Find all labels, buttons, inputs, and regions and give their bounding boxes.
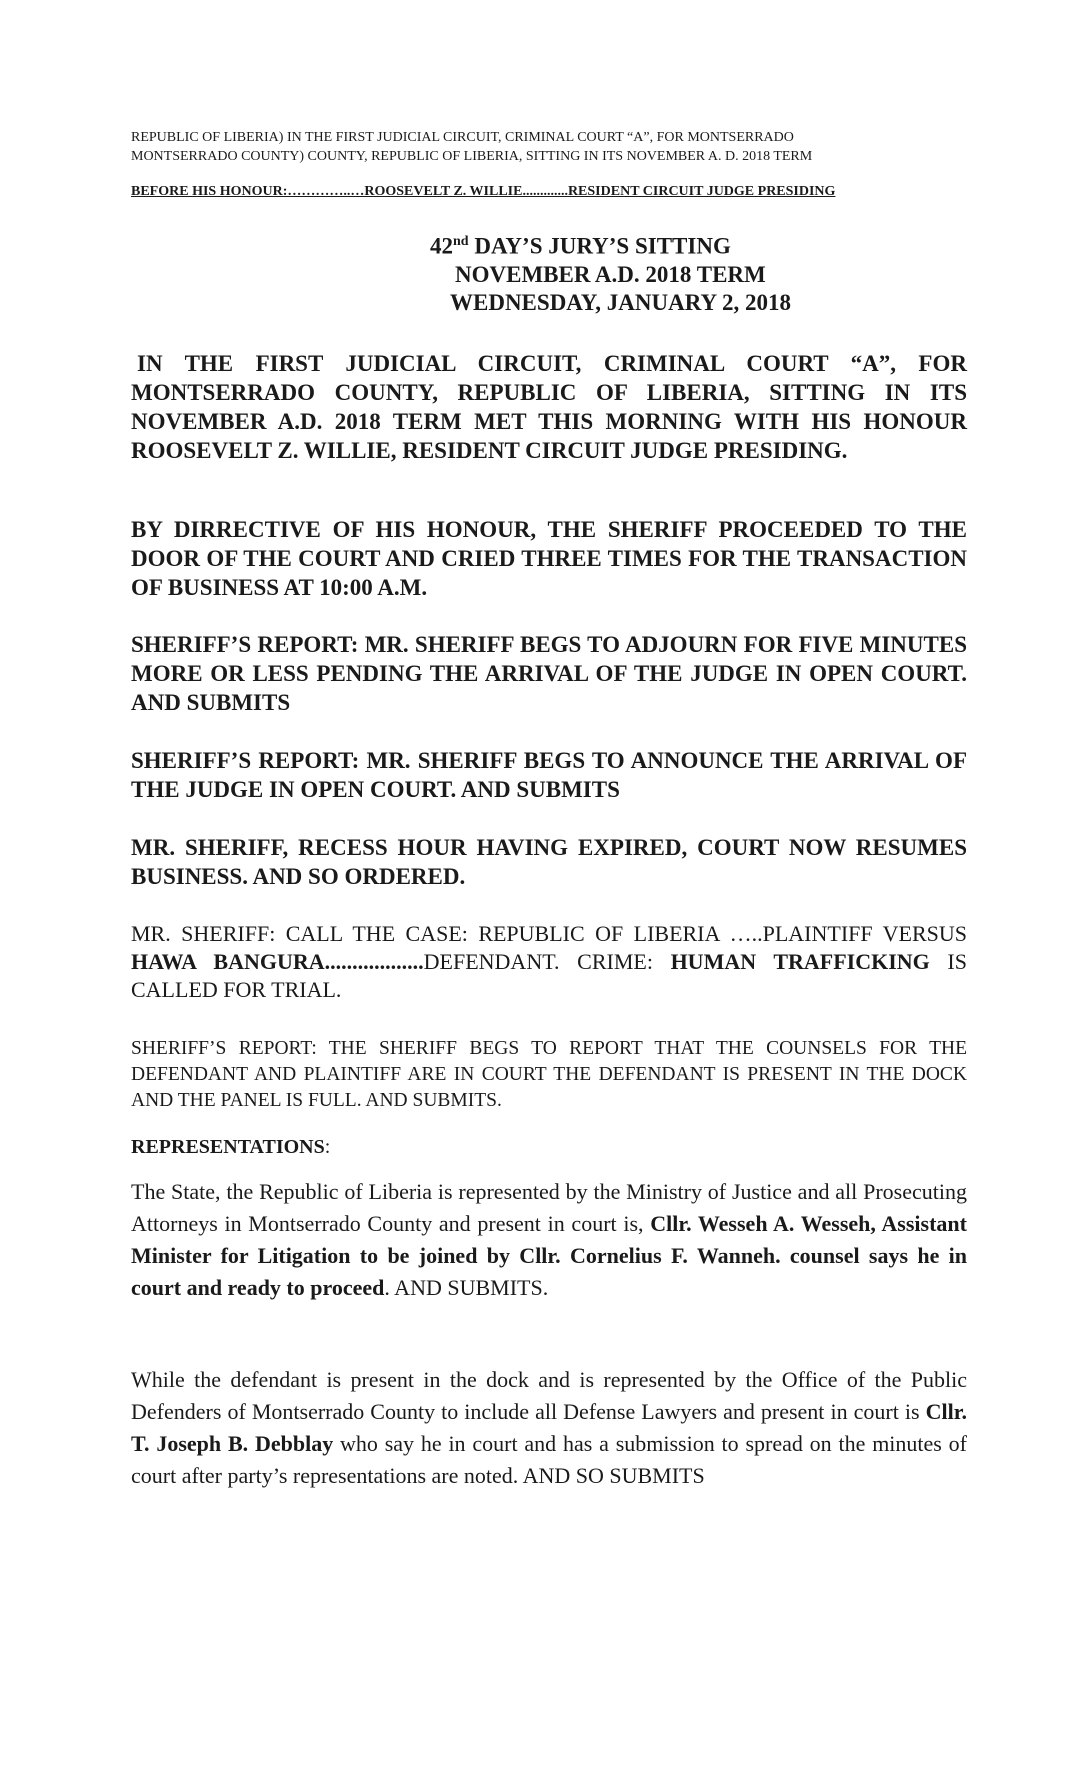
representations-heading-text: REPRESENTATIONS: [131, 1136, 325, 1158]
before-his-honour-line: BEFORE HIS HONOUR:…………..…ROOSEVELT Z. WILLIE.............RESIDENT CIRCUIT JUDGE PRESIDING: [131, 184, 836, 199]
sheriff-report-1: SHERIFF’S REPORT: MR. SHERIFF BEGS TO ADJOURN FOR FIVE MINUTES MORE OR LESS PENDING THE ARRIVAL OF THE JUDGE IN OPEN COURT. AND SUBMITS: [131, 632, 967, 715]
defense-text: While the defendant is present in the dock and is represented by the Office of the Public Defenders of Montserrado County to include all Defense Lawyers and present in court is: [131, 1367, 967, 1424]
recess-paragraph: MR. SHERIFF, RECESS HOUR HAVING EXPIRED, COURT NOW RESUMES BUSINESS. AND SO ORDERED.: [131, 835, 967, 889]
day-heading: [430, 228, 791, 261]
defense-counsel: Cllr. T. Joseph B. Debblay: [131, 1399, 967, 1456]
call-case-text-3: IS CALLED FOR TRIAL.: [131, 949, 967, 1002]
crime-name: HUMAN TRAFFICKING: [670, 949, 930, 974]
day-text: DAY’S JURY’S SITTING: [468, 233, 731, 259]
term-heading: NOVEMBER A.D. 2018 TERM: [455, 261, 766, 287]
caption-line-1: REPUBLIC OF LIBERIA) IN THE FIRST JUDICIAL CIRCUIT, CRIMINAL COURT “A”, FOR MONTSERRADO: [131, 130, 794, 145]
state-representation-paragraph: [131, 1176, 967, 1304]
defendant-name: HAWA BANGURA..................: [131, 949, 424, 974]
sheriff-report-3: SHERIFF’S REPORT: THE SHERIFF BEGS TO REPORT THAT THE COUNSELS FOR THE DEFENDANT AND PLAINTIFF ARE IN COURT THE DEFENDANT IS PRESENT IN THE DOCK AND THE PANEL IS FULL. AND SUBMITS.: [131, 1038, 967, 1111]
defense-end: who say he in court and has a submission to spread on the minutes of court after party’s representations are noted. AND SO SUBMITS: [131, 1431, 967, 1488]
directive-paragraph: BY DIRRECTIVE OF HIS HONOUR, THE SHERIFF PROCEEDED TO THE DOOR OF THE COURT AND CRIED THREE TIMES FOR THE TRANSACTION OF BUSINESS AT 10:00 A.M.: [131, 517, 967, 600]
sheriff-report-2: SHERIFF’S REPORT: MR. SHERIFF BEGS TO ANNOUNCE THE ARRIVAL OF THE JUDGE IN OPEN COURT. AND SUBMITS: [131, 748, 967, 802]
caption-line-2: MONTSERRADO COUNTY) COUNTY, REPUBLIC OF LIBERIA, SITTING IN ITS NOVEMBER A. D. 2018 TERM: [131, 149, 813, 164]
day-suffix: nd: [453, 234, 469, 249]
state-text: The State, the Republic of Liberia is represented by the Ministry of Justice and all Prosecuting Attorneys in Montserrado County and present in court is,: [131, 1179, 967, 1236]
representations-colon: :: [324, 1136, 331, 1158]
defense-representation-paragraph: [131, 1364, 967, 1492]
sitting-title: [430, 228, 791, 317]
representations-heading: [131, 1136, 330, 1159]
call-case-paragraph: [131, 920, 967, 1004]
date-heading: WEDNESDAY, JANUARY 2, 2018: [450, 289, 792, 315]
case-caption: [131, 128, 971, 166]
opening-paragraph: IN THE FIRST JUDICIAL CIRCUIT, CRIMINAL COURT “A”, FOR MONTSERRADO COUNTY, REPUBLIC OF LIBERIA, SITTING IN ITS NOVEMBER A.D. 2018 TERM MET THIS MORNING WITH HIS HONOUR ROOSEVELT Z. WILLIE, RESIDENT CIRCUIT JUDGE PRESIDING.: [131, 351, 967, 463]
state-counsel: Cllr. Wesseh A. Wesseh, Assistant Minister for Litigation to be joined by Cllr. Cornelius F. Wanneh. counsel says he in court and ready to proceed: [131, 1211, 967, 1300]
call-case-text-2: DEFENDANT. CRIME:: [423, 949, 671, 974]
day-number: 42: [430, 233, 453, 259]
state-end: . AND SUBMITS.: [384, 1275, 549, 1300]
call-case-text: MR. SHERIFF: CALL THE CASE: REPUBLIC OF LIBERIA …..PLAINTIFF VERSUS: [131, 921, 967, 946]
